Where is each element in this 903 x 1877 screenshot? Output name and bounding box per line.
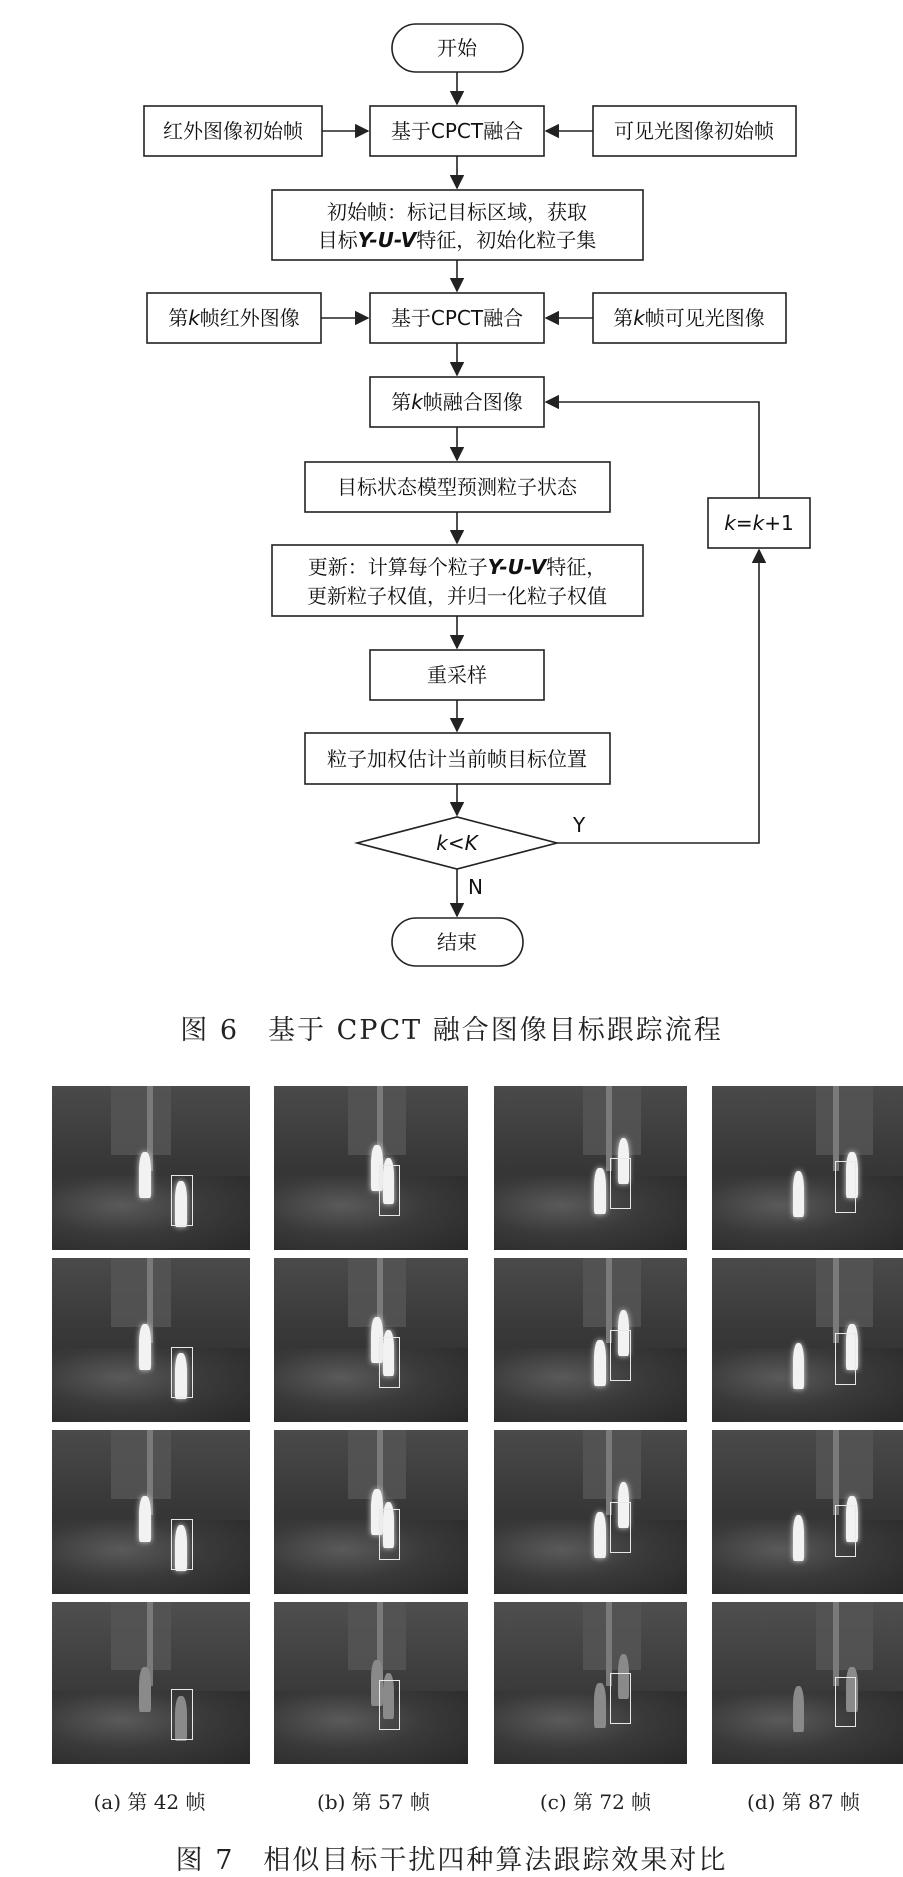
pedestrian-figure: [139, 1324, 151, 1370]
ground-shape: [712, 1348, 903, 1422]
ir-frame-k-label: 第k帧红外图像: [168, 306, 300, 330]
pedestrian-figure: [594, 1512, 606, 1558]
visible-frame-k-label: 第k帧可见光图像: [613, 306, 765, 330]
fusion-node-2: [370, 293, 544, 343]
increment-node: [708, 498, 810, 548]
pole-shape: [833, 1086, 839, 1171]
initial-frame-line1: 初始帧：标记目标区域，获取: [327, 200, 587, 224]
ir-initial-frame-label: 红外图像初始帧: [163, 119, 303, 143]
building-shape: [111, 1602, 170, 1670]
update-line1: 更新：计算每个粒子Y-U-V特征，: [307, 555, 607, 579]
ground-shape: [712, 1691, 903, 1764]
pedestrian-figure: [793, 1515, 805, 1561]
pedestrian-figure: [594, 1340, 606, 1386]
tracking-frame-image: [274, 1430, 468, 1594]
tracking-box: [379, 1337, 400, 1388]
ground-shape: [494, 1176, 687, 1250]
predict-node: [305, 462, 610, 512]
pedestrian-figure: [594, 1168, 606, 1214]
ground-shape: [494, 1520, 687, 1594]
tracking-frame-image: [712, 1258, 903, 1422]
tracking-box: [610, 1330, 631, 1381]
tracking-box: [379, 1680, 400, 1731]
fused-frame-k-label: 第k帧融合图像: [391, 390, 523, 414]
tracking-box: [610, 1673, 631, 1724]
tracking-frame-image: [494, 1430, 687, 1594]
start-label: 开始: [437, 36, 477, 60]
ground-shape: [52, 1176, 250, 1250]
visible-initial-frame-label: 可见光图像初始帧: [614, 119, 774, 143]
tracking-frame-image: [274, 1086, 468, 1250]
pedestrian-figure: [594, 1683, 606, 1728]
tracking-box: [171, 1347, 193, 1398]
ir-frame-k-node: [147, 293, 321, 343]
pole-shape: [833, 1430, 839, 1515]
tracking-frame-image: [274, 1258, 468, 1422]
building-shape: [816, 1430, 874, 1499]
fusion-label-2: 基于CPCT融合: [390, 306, 524, 330]
building-shape: [111, 1086, 170, 1155]
fused-frame-k-node: [370, 377, 544, 427]
building-shape: [816, 1602, 874, 1670]
tracking-box: [379, 1509, 400, 1560]
tracking-box: [835, 1161, 856, 1212]
pedestrian-figure: [793, 1343, 805, 1389]
fusion-label-1: 基于CPCT融合: [390, 119, 524, 143]
figure6-caption: 图 6 基于 CPCT 融合图像目标跟踪流程: [180, 1015, 723, 1046]
building-shape: [816, 1086, 874, 1155]
tracking-box: [171, 1689, 193, 1740]
tracking-frame-image: [52, 1430, 250, 1594]
tracking-box: [610, 1158, 631, 1209]
tracking-frame-image: [712, 1430, 903, 1594]
resample-node: [370, 650, 544, 700]
tracking-frame-image: [52, 1258, 250, 1422]
ground-shape: [494, 1691, 687, 1764]
yes-label: Y: [573, 813, 586, 837]
building-shape: [111, 1258, 170, 1327]
visible-initial-frame-node: [593, 106, 796, 156]
initial-frame-node: [272, 190, 643, 260]
pedestrian-figure: [139, 1667, 151, 1712]
ground-shape: [712, 1520, 903, 1594]
fusion-node-1: [370, 106, 544, 156]
tracking-box: [171, 1519, 193, 1570]
tracking-frame-image: [494, 1602, 687, 1764]
ground-shape: [712, 1176, 903, 1250]
resample-label: 重采样: [427, 663, 487, 687]
pole-shape: [833, 1602, 839, 1686]
tracking-box: [835, 1505, 856, 1556]
pedestrian-figure: [139, 1152, 151, 1198]
initial-frame-line2: 目标Y-U-V特征，初始化粒子集: [317, 228, 597, 252]
tracking-frame-image: [52, 1086, 250, 1250]
update-line2: 更新粒子权值，并归一化粒子权值: [307, 584, 607, 608]
figure7-caption: 图 7 相似目标干扰四种算法跟踪效果对比: [175, 1845, 728, 1876]
pedestrian-figure: [793, 1171, 805, 1217]
subcaption-a: (a) 第 42 帧: [93, 1790, 206, 1814]
ground-shape: [52, 1348, 250, 1422]
subcaption-d: (d) 第 87 帧: [747, 1790, 860, 1814]
ground-shape: [52, 1520, 250, 1594]
end-node: [392, 918, 523, 966]
pedestrian-figure: [139, 1496, 151, 1542]
tracking-box: [835, 1677, 856, 1728]
estimate-label: 粒子加权估计当前帧目标位置: [327, 747, 587, 771]
decision-label: k<K: [436, 831, 478, 855]
no-label: N: [468, 875, 483, 899]
predict-label: 目标状态模型预测粒子状态: [337, 475, 577, 499]
subcaption-c: (c) 第 72 帧: [539, 1790, 652, 1814]
end-label: 结束: [437, 930, 477, 954]
ground-shape: [52, 1691, 250, 1764]
subcaption-b: (b) 第 57 帧: [317, 1790, 430, 1814]
pedestrian-figure: [793, 1686, 805, 1731]
tracking-frame-image: [494, 1086, 687, 1250]
building-shape: [816, 1258, 874, 1327]
start-node: [392, 24, 523, 72]
tracking-frame-image: [52, 1602, 250, 1764]
tracking-box: [835, 1333, 856, 1384]
update-node: [272, 545, 643, 616]
visible-frame-k-node: [593, 293, 786, 343]
building-shape: [111, 1430, 170, 1499]
tracking-box: [610, 1502, 631, 1553]
tracking-box: [171, 1175, 193, 1226]
increment-label: k=k+1: [724, 511, 794, 535]
tracking-frame-image: [712, 1086, 903, 1250]
estimate-node: [305, 733, 610, 784]
decision-node: [357, 817, 557, 869]
ir-initial-frame-node: [144, 106, 322, 156]
tracking-frame-image: [494, 1258, 687, 1422]
pole-shape: [833, 1258, 839, 1343]
tracking-frame-image: [274, 1602, 468, 1764]
ground-shape: [494, 1348, 687, 1422]
tracking-frame-image: [712, 1602, 903, 1764]
tracking-box: [379, 1165, 400, 1216]
